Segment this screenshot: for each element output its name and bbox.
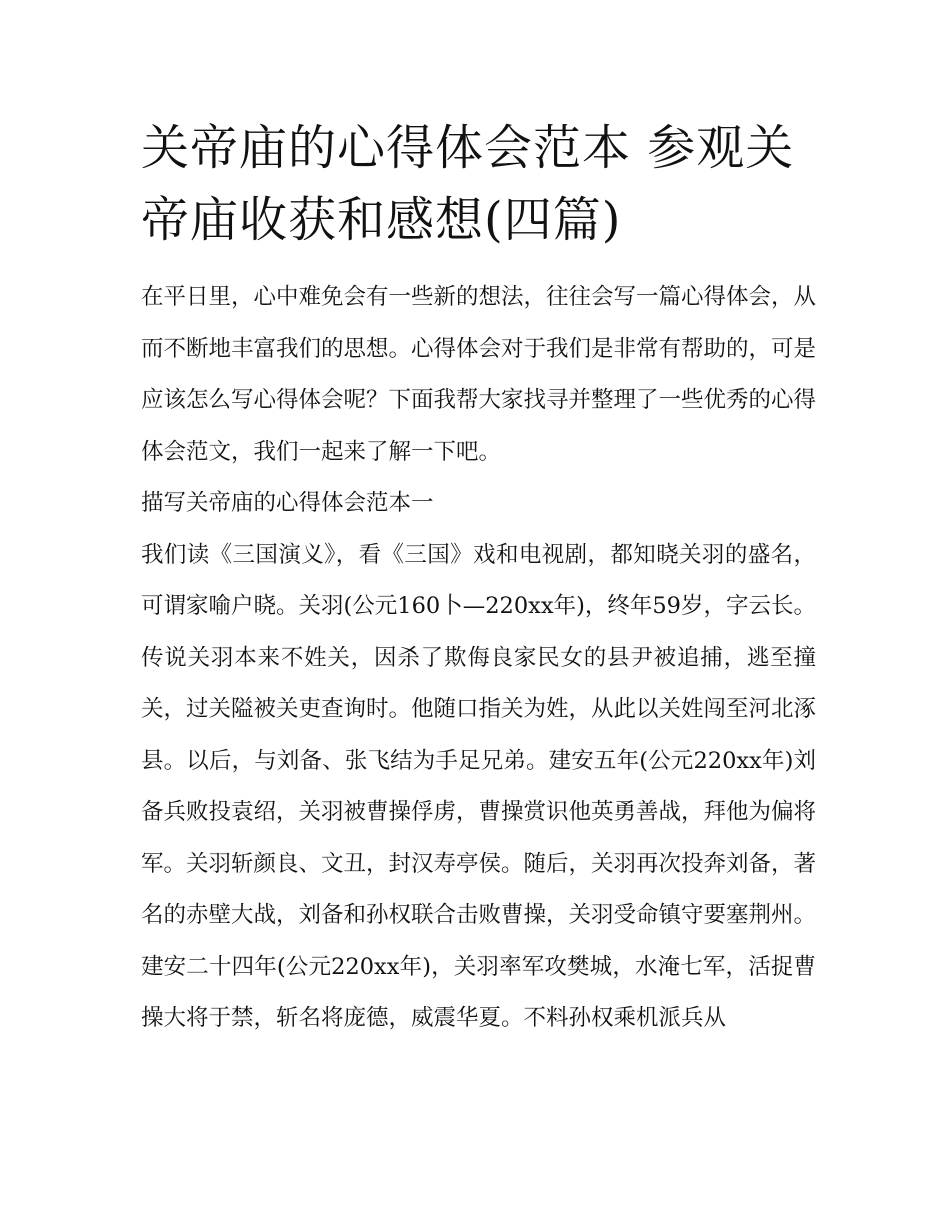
section-heading: 描写关帝庙的心得体会范本一: [141, 490, 434, 516]
document-title: 关帝庙的心得体会范本 参观关帝庙收获和感想(四篇): [141, 120, 795, 248]
document-content: [141, 112, 816, 1045]
body-paragraph: 我们读《三国演义》，看《三国》戏和电视剧，都知晓关羽的盛名，可谓家喻户晓。关羽(公元160卜—220xx年)，终年59岁，字云长。传说关羽本来不姓关，因杀了欺侮良家民女的县尹被追捕，逃至撞关，过关隘被关吏查询时。他随口指关为姓，从此以关姓闯至河北涿县。以后，与刘备、张飞结为手足兄弟。建安五年(公元220xx年)刘备兵败投袁绍，关羽被曹操俘虏，曹操赏识他英勇善战，拜他为偏将军。关羽斩颜良、文丑，封汉寿亭侯。随后，关羽再次投奔刘备，著名的赤壁大战，刘备和孙权联合击败曹操，关羽受命镇守要塞荆州。建安二十四年(公元220xx年)，关羽率军攻樊城，水淹七军，活捉曹操大将于禁，斩名将庞德，威震华夏。不料孙权乘机派兵从: [141, 541, 817, 1031]
intro-paragraph: 在平日里，心中难免会有一些新的想法，往往会写一篇心得体会，从而不断地丰富我们的思想。心得体会对于我们是非常有帮助的，可是应该怎么写心得体会呢？下面我帮大家找寻并整理了一些优秀的心得体会范文，我们一起来了解一下吧。: [141, 284, 817, 465]
